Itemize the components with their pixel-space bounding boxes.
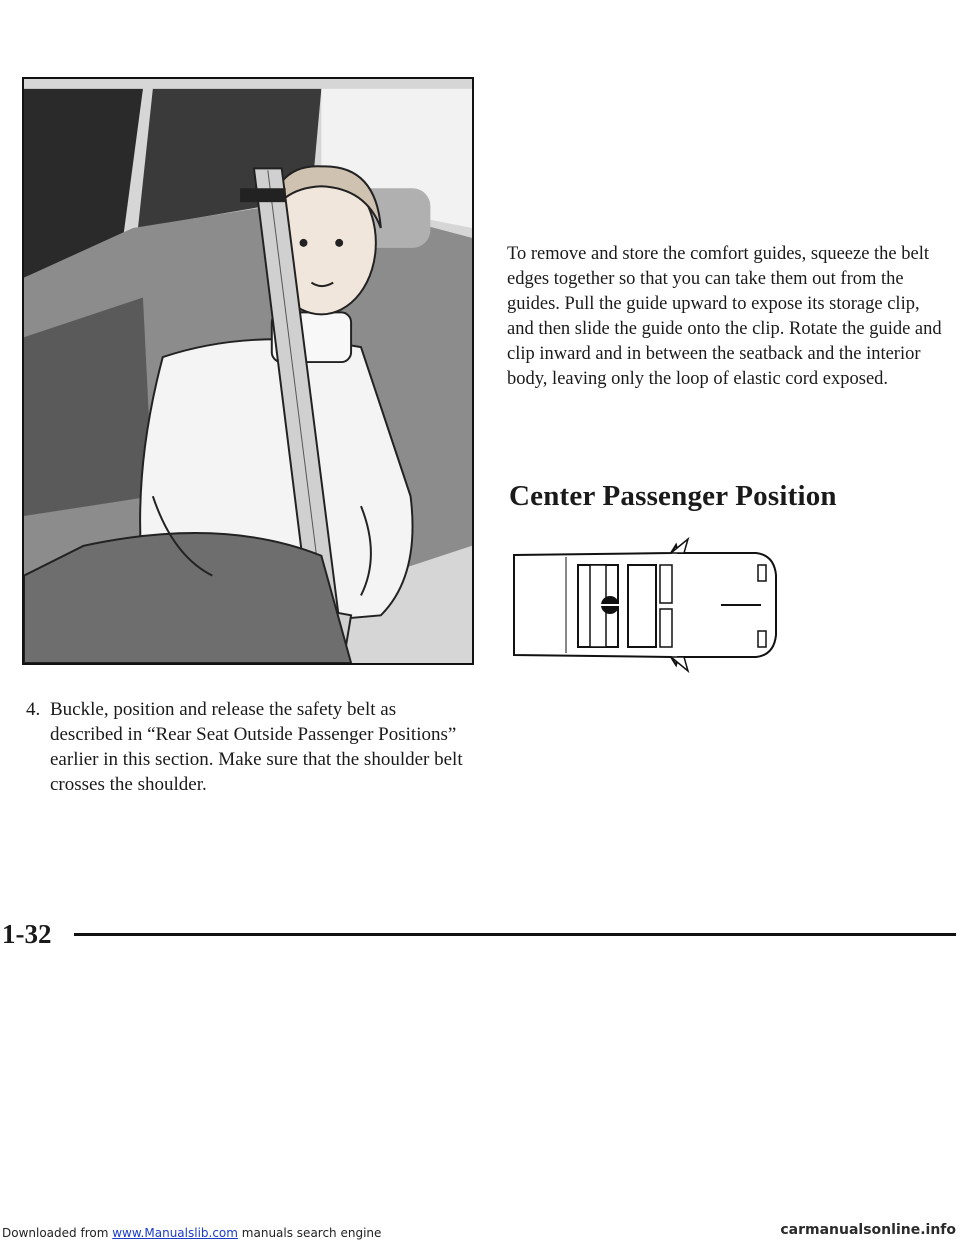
child-seatbelt-illustration	[22, 77, 474, 665]
step-number: 4.	[26, 699, 41, 720]
manualslib-link[interactable]: www.Manualslib.com	[112, 1226, 238, 1240]
download-suffix: manuals search engine	[241, 1226, 382, 1240]
page-number: 1-32	[2, 919, 52, 949]
download-source	[2, 1226, 381, 1240]
instruction-step-4	[26, 697, 466, 797]
comfort-guide-paragraph: To remove and store the comfort guides, squeeze the belt edges together so that you can take them out from the guides. Pull the guide upward to expose its storage clip, and then slide the guide onto the clip. Rotate the guide and clip inward and in between the seatback and the interior body, leaving only the loop of elastic cord exposed.	[507, 244, 942, 389]
section-heading: Center Passenger Position	[509, 480, 837, 512]
download-bar	[0, 1214, 960, 1242]
step-text: Buckle, position and release the safety belt as described in “Rear Seat Outside Passenger Positions” earlier in this section. Make sure that the shoulder belt crosses the shoulder.	[50, 699, 463, 795]
footer-rule	[74, 933, 956, 936]
watermark-text: carmanualsonline.info	[780, 1222, 956, 1238]
download-prefix: Downloaded from	[2, 1226, 109, 1240]
center-seat-diagram	[506, 535, 788, 675]
